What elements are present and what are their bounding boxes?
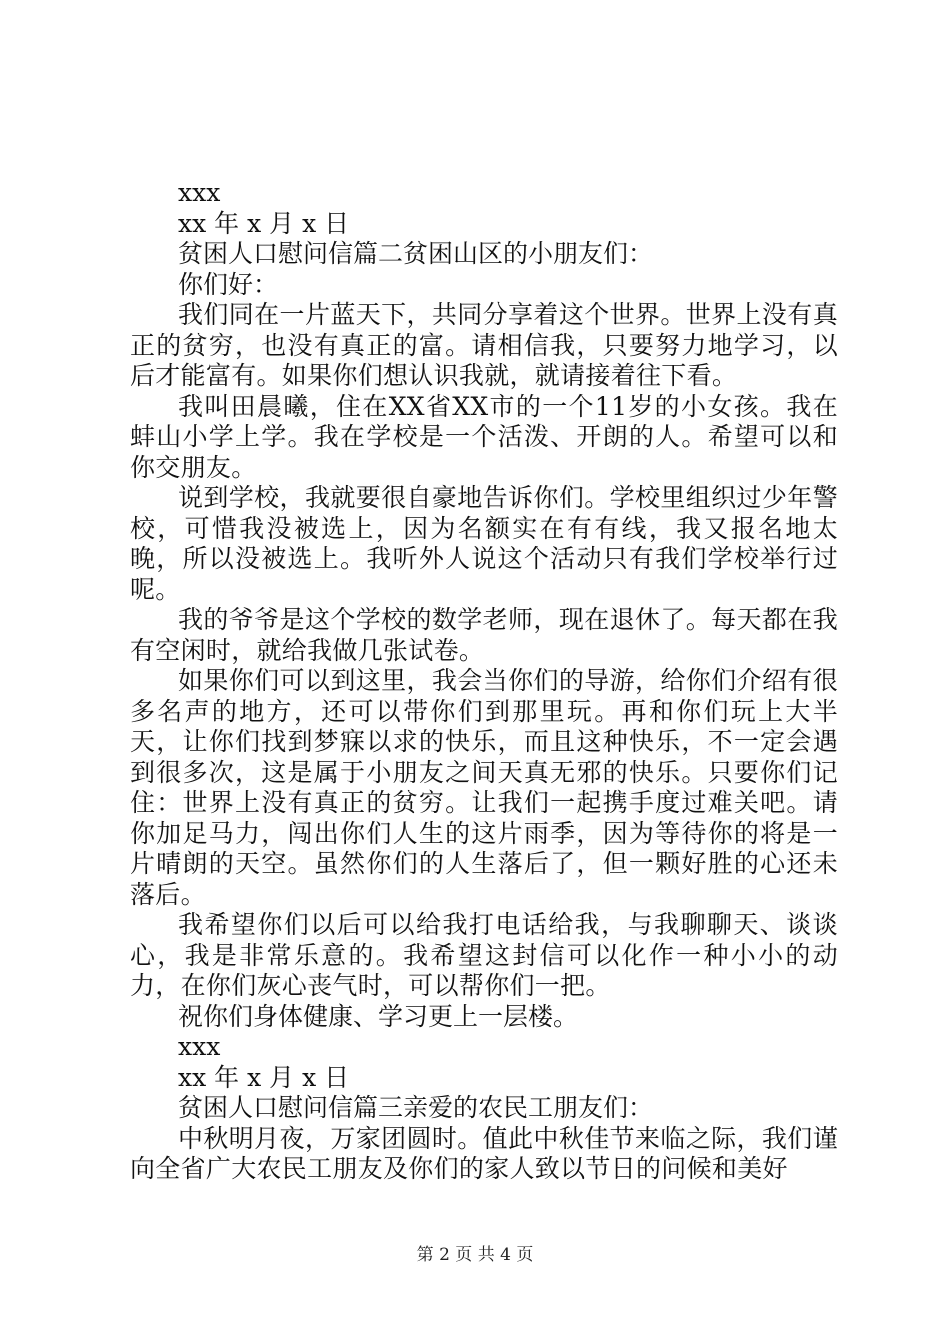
- document-body: [130, 178, 838, 1185]
- paragraph: 我叫田晨曦，住在XX省XX市的一个11岁的小女孩。我在蚌山小学上学。我在学校是一个活泼、开朗的人。希望可以和你交朋友。: [130, 391, 838, 482]
- paragraph: 说到学校，我就要很自豪地告诉你们。学校里组织过少年警校，可惜我没被选上，因为名额实在有有线，我又报名地太晚，所以没被选上。我听外人说这个活动只有我们学校举行过呢。: [130, 483, 838, 604]
- paragraph: 如果你们可以到这里，我会当你们的导游，给你们介绍有很多名声的地方，还可以带你们到那里玩。再和你们玩上大半天，让你们找到梦寐以求的快乐，而且这种快乐，不一定会遇到很多次，这是属于小朋友之间天真无邪的快乐。只要你们记住：世界上没有真正的贫穷。让我们一起携手度过难关吧。请你加足马力，闯出你们人生的这片雨季，因为等待你的将是一片晴朗的天空。虽然你们的人生落后了，但一颗好胜的心还未落后。: [130, 666, 838, 909]
- signature-name: xxx: [178, 1032, 221, 1061]
- paragraph: 我的爷爷是这个学校的数学老师，现在退休了。每天都在我有空闲时，就给我做几张试卷。: [130, 605, 838, 665]
- page-footer: 第 2 页 共 4 页: [416, 1245, 534, 1265]
- signature-date: xx 年 x 月 x 日: [178, 208, 350, 238]
- paragraph: 中秋明月夜，万家团圆时。值此中秋佳节来临之际，我们谨向全省广大农民工朋友及你们的家人致以节日的问候和美好: [130, 1123, 838, 1183]
- signature-name: xxx: [178, 178, 221, 207]
- paragraph: 我希望你们以后可以给我打电话给我，与我聊聊天、谈谈心，我是非常乐意的。我希望这封信可以化作一种小小的动力，在你们灰心丧气时，可以帮你们一把。: [130, 910, 838, 1000]
- paragraph: 我们同在一片蓝天下，共同分享着这个世界。世界上没有真正的贫穷，也没有真正的富。请相信我，只要努力地学习，以后才能富有。如果你们想认识我就，就请接着往下看。: [130, 300, 838, 390]
- letter-heading: 贫困人口慰问信篇二贫困山区的小朋友们：: [178, 239, 654, 268]
- greeting: 你们好：: [178, 269, 279, 299]
- closing-wish: 祝你们身体健康、学习更上一层楼。: [178, 1001, 579, 1031]
- letter-heading: 贫困人口慰问信篇三亲爱的农民工朋友们：: [178, 1093, 654, 1122]
- signature-date: xx 年 x 月 x 日: [178, 1062, 350, 1092]
